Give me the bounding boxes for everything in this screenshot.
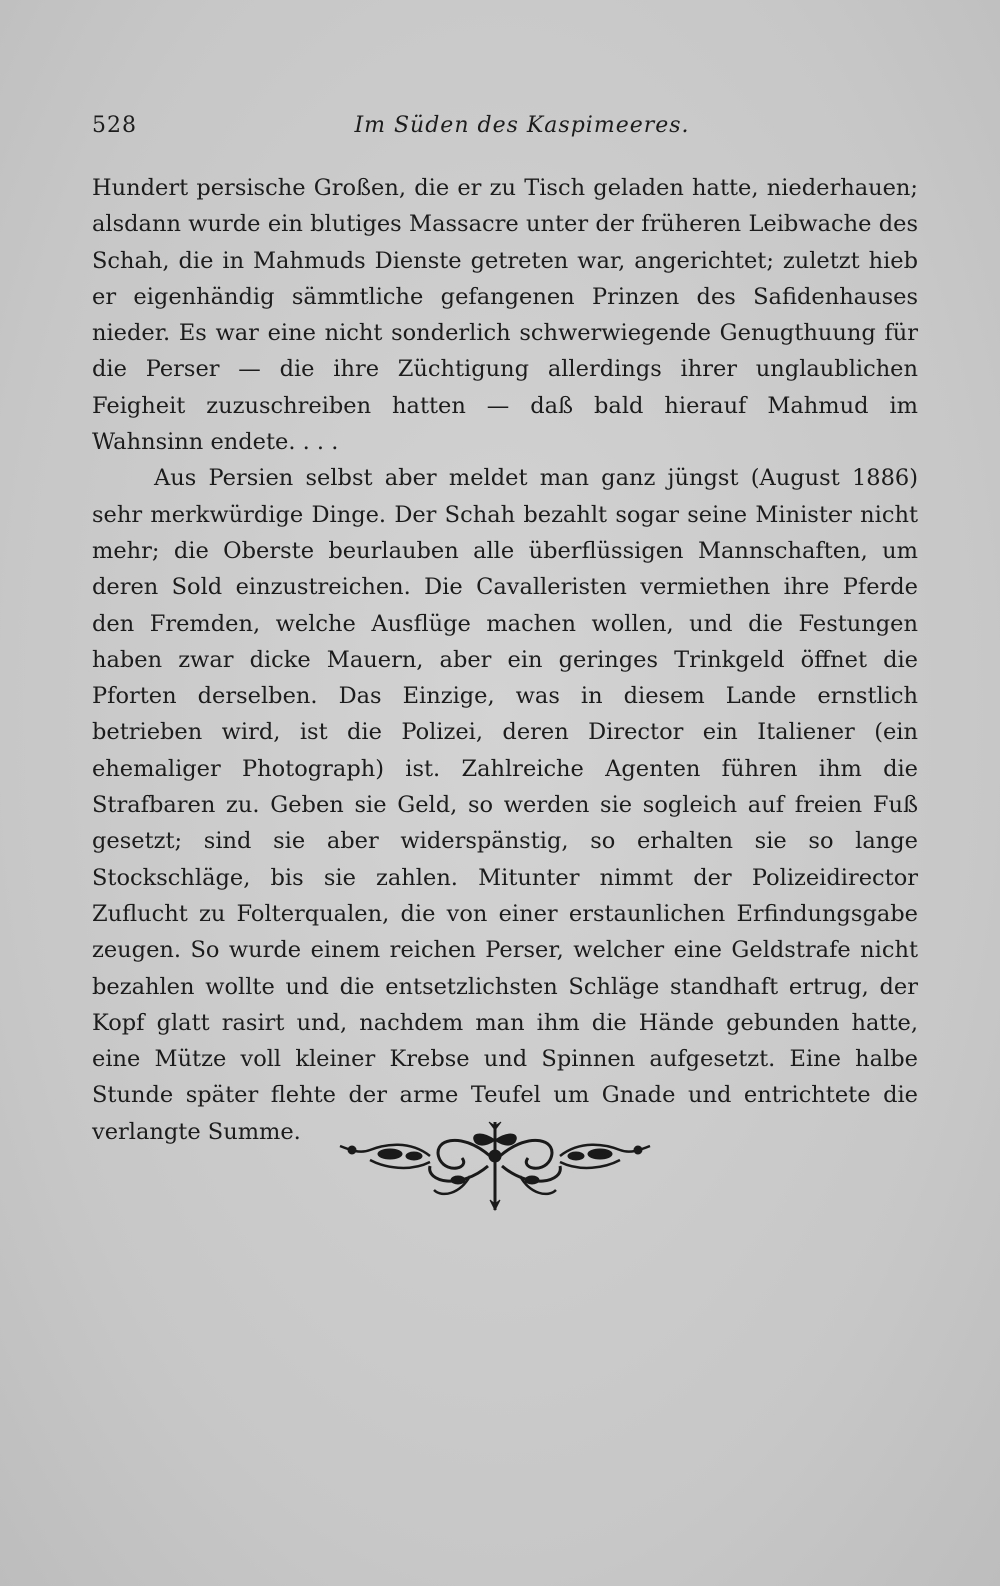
floral-tailpiece-icon xyxy=(330,1110,660,1220)
running-title: Im Süden des Kaspimeeres. xyxy=(354,113,690,138)
page-number: 528 xyxy=(92,113,137,138)
paragraph-persia-news: Aus Persien selbst aber meldet man ganz jüngst (August 1886) sehr merkwürdige Dinge. Der Schah bezahlt sogar seine Minister nicht mehr; die Oberste beurlauben alle überflüssigen Mannschaften, um deren Sold einzustreichen. Die Cavalleristen vermiethen ihre Pferde den Fremden, welche Ausflüge machen wollen, und die Festungen haben zwar dicke Mauern, aber ein geringes Trinkgeld öffnet die Pforten derselben. Das Einzige, was in diesem Lande ernstlich betrieben wird, ist die Polizei, deren Director ein Italiener (ein ehemaliger Photograph) ist. Zahlreiche Agenten führen ihm die Strafbaren zu. Geben sie Geld, so werden sie sogleich auf freien Fuß gesetzt; sind sie aber widerspänstig, so erhalten sie so lange Stockschläge, bis sie zahlen. Mitunter nimmt der Polizeidirector Zuflucht zu Folterqualen, die von einer erstaunlichen Erfindungsgabe zeugen. So wurde einem reichen Perser, welcher eine Geldstrafe nicht bezahlen wollte und die entsetzlichsten Schläge standhaft ertrug, der Kopf glatt rasirt und, nachdem man ihm die Hände gebunden hatte, eine Mütze voll kleiner Krebse und Spinnen aufgesetzt. Eine halbe Stunde später flehte der arme Teufel um Gnade und entrichtete die verlangte Summe. xyxy=(92,465,918,1145)
paragraph-continuation: Hundert persische Großen, die er zu Tisch geladen hatte, niederhauen; alsdann wurde ein blutiges Massacre unter der früheren Leibwache des Schah, die in Mahmuds Dienste getreten war, angerichtet; zuletzt hieb er eigenhändig sämmtliche gefangenen Prinzen des Safidenhauses nieder. Es war eine nicht sonderlich schwerwiegende Genugthuung für die Perser — die ihre Züchtigung allerdings ihrer unglaublichen Feigheit zuzuschreiben hatten — daß bald hierauf Mahmud im Wahnsinn endete. . . . xyxy=(92,175,918,456)
page-header xyxy=(92,113,912,147)
body-text xyxy=(92,170,918,1150)
